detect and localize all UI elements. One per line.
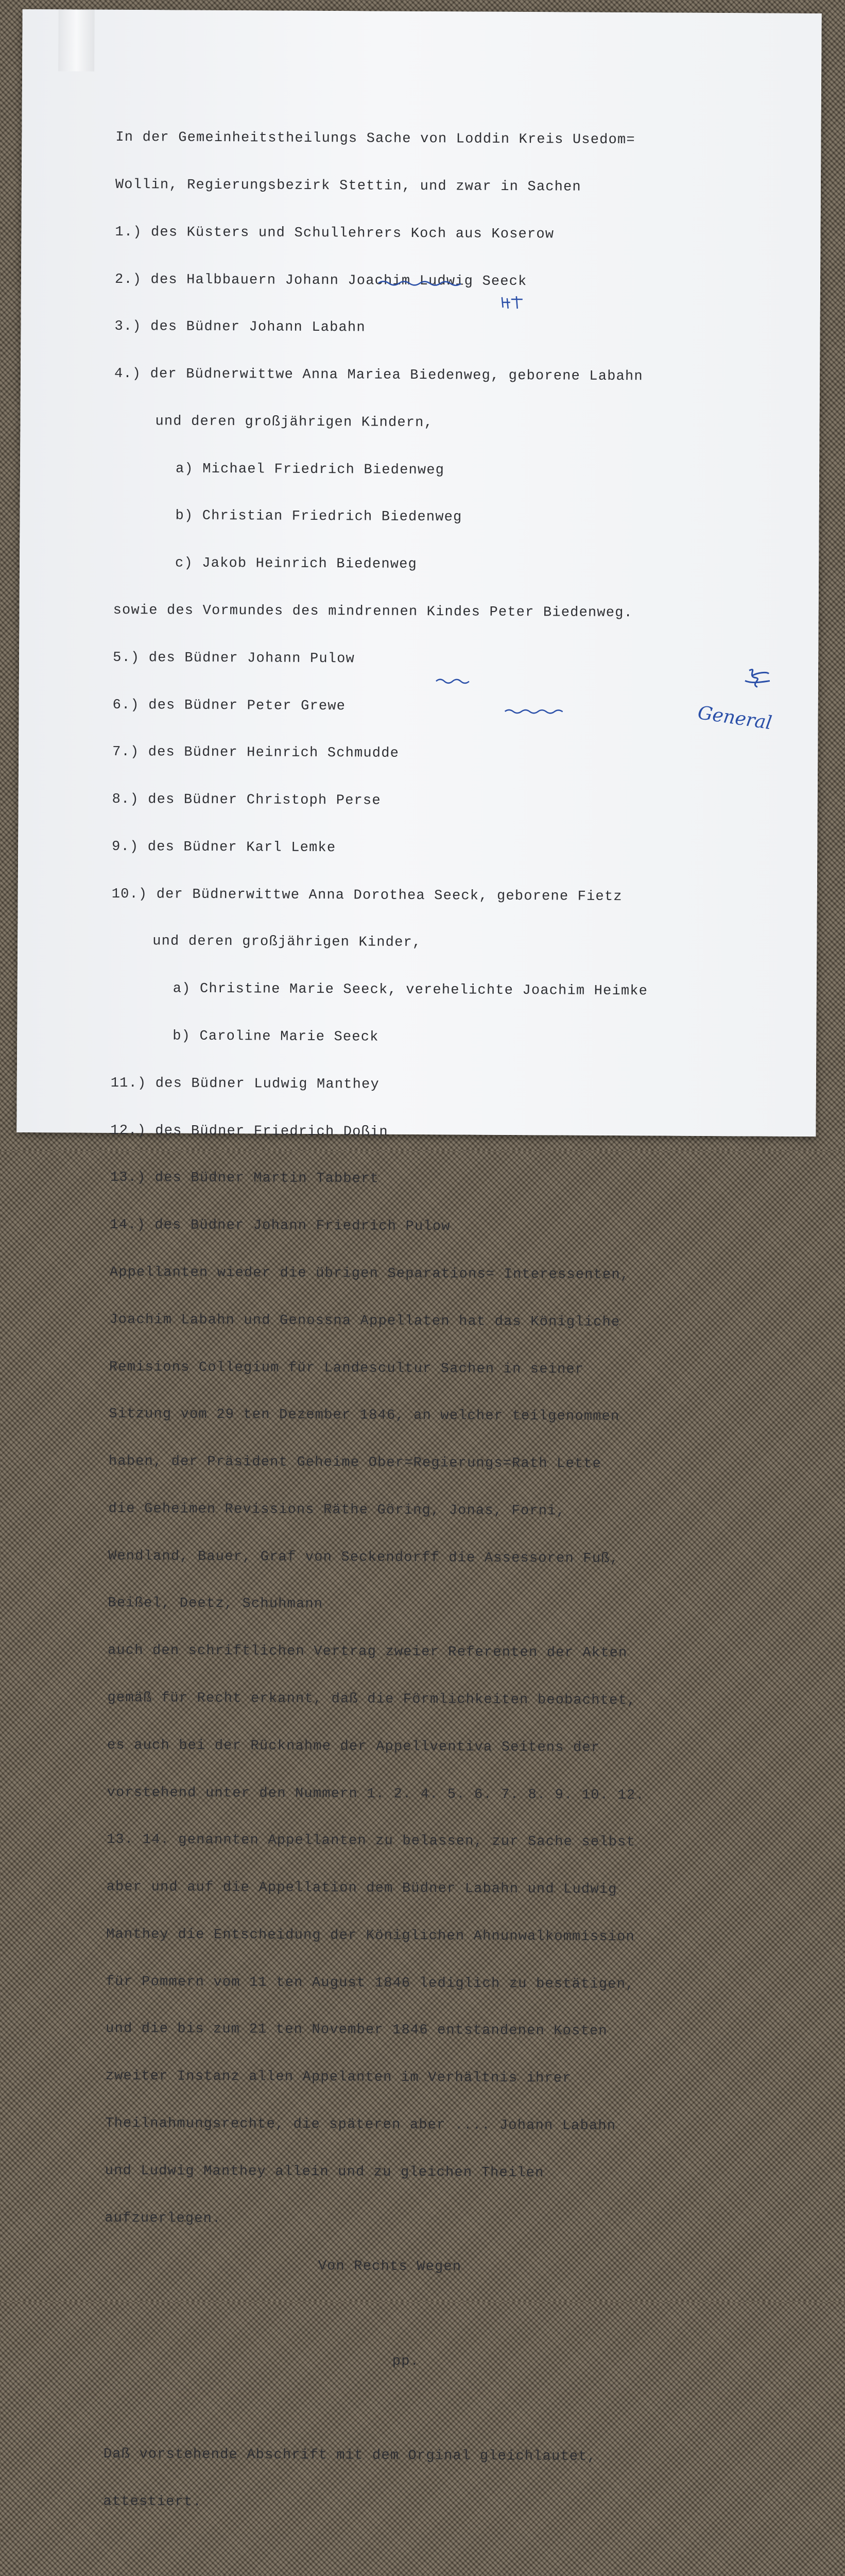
closing-line: Von Rechts Wegen <box>318 2259 462 2275</box>
wavy-underline-mark <box>378 280 461 287</box>
text-line: auch den schriftlichen Vertrag zweier Referenten der Akten <box>107 1643 628 1662</box>
text-line: aufzuerlegen. <box>105 2210 221 2227</box>
text-line: für Pommern vom 11 ten August 1846 lediglich zu bestätigen, <box>106 1974 635 1992</box>
text-line: Beißel, Deetz, Schuhmann <box>108 1596 323 1613</box>
text-line: haben, der Präsident Geheime Ober=Regierungs=Rath Lette <box>108 1453 602 1472</box>
text-line: und deren großjährigen Kindern, <box>155 414 434 431</box>
ink-wavy-mark <box>436 677 470 685</box>
text-line: 14.) des Büdner Johann Friedrich Pulow <box>110 1217 451 1235</box>
text-line: 5.) des Büdner Johann Pulow <box>113 650 355 667</box>
document-text <box>101 98 744 2576</box>
text-line: 10.) der Büdnerwittwe Anna Dorothea Seeck, geborene Fietz <box>111 886 623 905</box>
text-line: 4.) der Büdnerwittwe Anna Mariea Biedenweg, geborene Labahn <box>114 366 643 385</box>
text-line: c) Jakob Heinrich Biedenweg <box>175 555 418 573</box>
text-line: es auch bei der Rücknahme der Appellventiva Seitens der <box>107 1737 600 1756</box>
text-line: Sitzung vom 29 ten Dezember 1846, an welcher teilgenommen <box>109 1406 620 1425</box>
text-line: aber und auf die Appellation dem Büdner Labahn und Ludwig <box>106 1879 617 1898</box>
text-line: Remisions Collegium für Landescultur Sachen in seiner <box>109 1359 584 1378</box>
text-line: b) Caroline Marie Seeck <box>173 1028 379 1045</box>
text-line: 12.) des Büdner Friedrich Doßin <box>110 1123 388 1140</box>
text-line: b) Christian Friedrich Biedenweg <box>175 508 462 526</box>
text-line: a) Michael Friedrich Biedenweg <box>175 461 445 478</box>
text-line: die Geheimen Revissions Räthe Göring, Jonas, Forni, <box>108 1501 566 1519</box>
text-line: Wendland, Bauer, Graf von Seckendorff die Assessoren Fuß, <box>108 1548 619 1567</box>
text-line: 1.) des Küsters und Schullehrers Koch aus Koserow <box>115 224 555 243</box>
text-line: 13. 14. genannten Appellanten zu belassen, zur Sache selbst <box>107 1832 635 1851</box>
paper-sheet <box>16 9 821 2511</box>
text-line: 9.) des Büdner Karl Lemke <box>112 839 336 856</box>
text-line: In der Gemeinheitstheilungs Sache von Loddin Kreis Usedom= <box>115 130 635 148</box>
text-line: und die bis zum 21 ten November 1846 entstandenen Kosten <box>106 2021 608 2040</box>
text-line: Theilnahmungsrechte, die späteren aber .... Johann Labahn <box>105 2115 616 2134</box>
text-line: 3.) des Büdner Johann Labahn <box>114 319 366 336</box>
text-line: 8.) des Büdner Christoph Perse <box>112 792 381 809</box>
text-line: und deren großjährigen Kinder, <box>152 934 422 951</box>
ink-signature-mark <box>742 666 773 692</box>
ink-wavy-mark <box>505 708 562 715</box>
text-line: a) Christine Marie Seeck, verehelichte Joachim Heimke <box>173 981 648 999</box>
text-line: gemäß für Recht erkannt, daß die Förmlichkeiten beobachtet, <box>107 1690 636 1709</box>
text-line: Manthey die Entscheidung der Königlichen Ahnunwalkommission <box>106 1926 635 1945</box>
text-line: 7.) des Büdner Heinrich Schmudde <box>112 744 400 762</box>
text-line: sowie des Vormundes des mindrennen Kindes Peter Biedenweg. <box>113 602 633 621</box>
text-line: zweiter Instanz allen Appelanten im Verhältnis ihrer <box>105 2069 572 2087</box>
text-line: 2.) des Halbbauern Johann Joachim Ludwig Seeck <box>114 272 527 290</box>
text-line: Joachim Labahn und Genossna Appellaten hat das Königliche <box>109 1312 620 1330</box>
text-line: vorstehend unter den Nummern 1. 2. 4. 5. 6. 7. 8. 9. 10. 12. <box>107 1785 645 1803</box>
text-line: 11.) des Büdner Ludwig Manthey <box>110 1075 380 1093</box>
ink-mark <box>501 294 527 310</box>
text-line: Appellanten wieder die übrigen Separations= Interessenten, <box>109 1264 630 1283</box>
attest-line: Daß vorstehende Abschrift mit dem Orginal gleichlautet, <box>103 2447 597 2465</box>
pp-line: pp. <box>392 2353 420 2369</box>
text-line: Wollin, Regierungsbezirk Stettin, und zwar in Sachen <box>115 177 581 195</box>
attest-line: attestiert. <box>103 2494 202 2511</box>
text-line: und Ludwig Manthey allein und zu gleichen Theilen <box>105 2163 544 2181</box>
text-line: 13.) des Büdner Martin Tabbert <box>110 1170 380 1187</box>
text-line: 6.) des Büdner Peter Grewe <box>112 697 346 714</box>
margin-note-general: General <box>696 702 773 734</box>
